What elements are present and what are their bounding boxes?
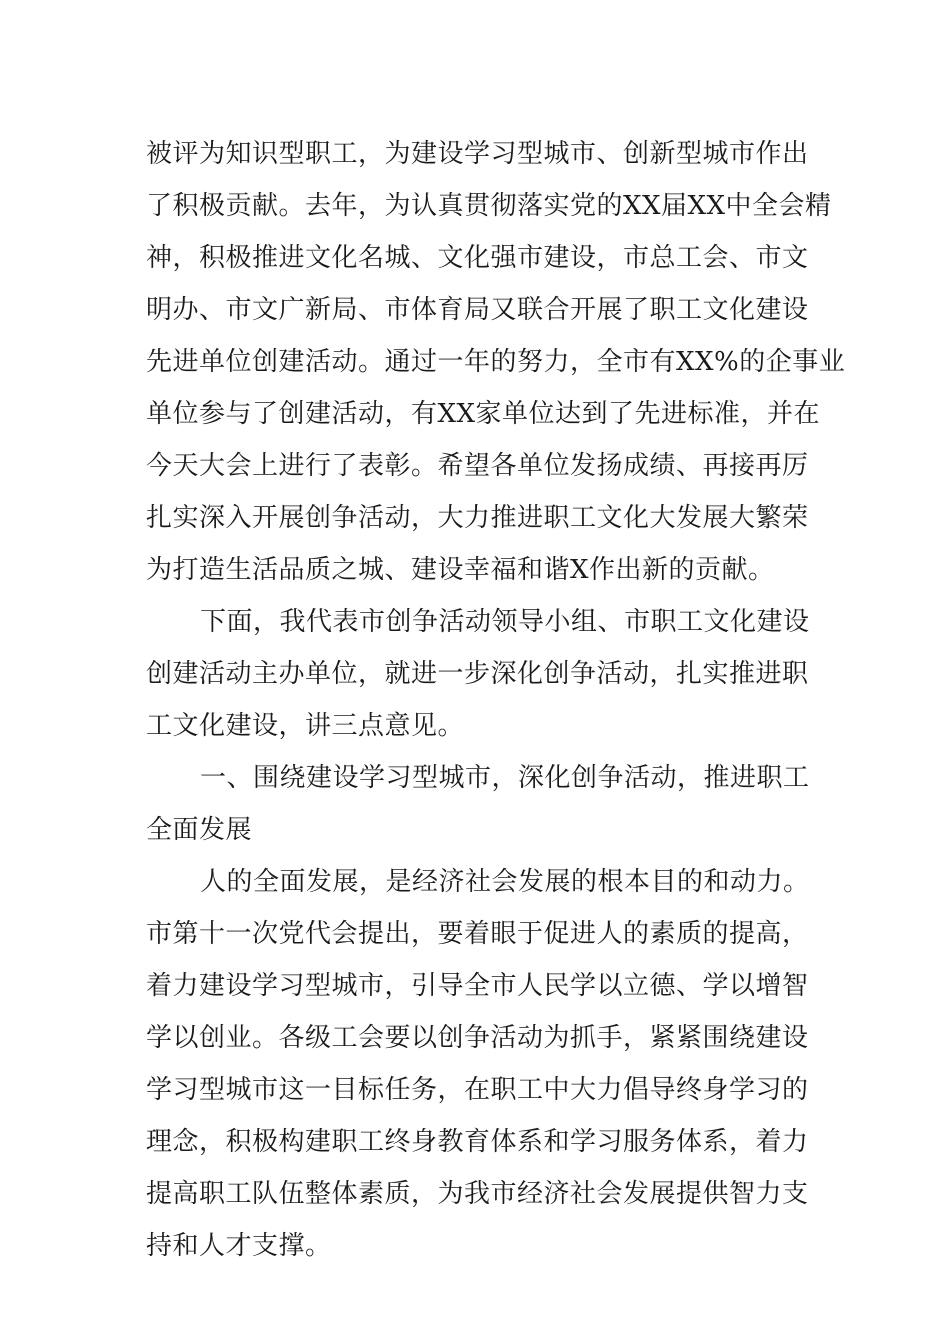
paragraph-line: 理念，积极构建职工终身教育体系和学习服务体系，着力 xyxy=(146,1127,809,1157)
paragraph-line: 单位参与了创建活动，有XX家单位达到了先进标准，并在 xyxy=(146,399,821,429)
paragraph-line: 着力建设学习型城市，引导全市人民学以立德、学以增智 xyxy=(146,971,809,1001)
paragraph-line: 先进单位创建活动。通过一年的努力，全市有XX%的企事业 xyxy=(146,347,846,377)
paragraph-line: 了积极贡献。去年，为认真贯彻落实党的XX届XX中全会精 xyxy=(146,191,832,221)
paragraph-line: 今天大会上进行了表彰。希望各单位发扬成绩、再接再厉 xyxy=(146,451,809,481)
paragraph-line: 学以创业。各级工会要以创争活动为抓手，紧紧围绕建设 xyxy=(146,1023,809,1053)
paragraph-line: 工文化建设，讲三点意见。 xyxy=(146,711,465,741)
paragraph-line: 市第十一次党代会提出，要着眼于促进人的素质的提高， xyxy=(146,919,809,949)
paragraph-line: 学习型城市这一目标任务，在职工中大力倡导终身学习的 xyxy=(146,1075,809,1105)
paragraph-line: 神，积极推进文化名城、文化强市建设，市总工会、市文 xyxy=(146,243,809,273)
document-body xyxy=(146,128,846,1272)
paragraph-line: 被评为知识型职工，为建设学习型城市、创新型城市作出 xyxy=(146,139,809,169)
paragraph-line: 人的全面发展，是经济社会发展的根本目的和动力。 xyxy=(200,867,810,897)
paragraph-line: 下面，我代表市创争活动领导小组、市职工文化建设 xyxy=(200,607,810,637)
paragraph-line: 创建活动主办单位，就进一步深化创争活动，扎实推进职 xyxy=(146,659,809,689)
paragraph-line: 为打造生活品质之城、建设幸福和谐X作出新的贡献。 xyxy=(146,555,775,585)
section-heading-line: 全面发展 xyxy=(146,815,253,845)
section-heading-line: 一、围绕建设学习型城市，深化创争活动，推进职工 xyxy=(200,763,810,793)
paragraph-line: 扎实深入开展创争活动，大力推进职工文化大发展大繁荣 xyxy=(146,503,809,533)
paragraph-line: 持和人才支撑。 xyxy=(146,1231,332,1261)
paragraph-line: 明办、市文广新局、市体育局又联合开展了职工文化建设 xyxy=(146,295,809,325)
paragraph-line: 提高职工队伍整体素质，为我市经济社会发展提供智力支 xyxy=(146,1179,809,1209)
